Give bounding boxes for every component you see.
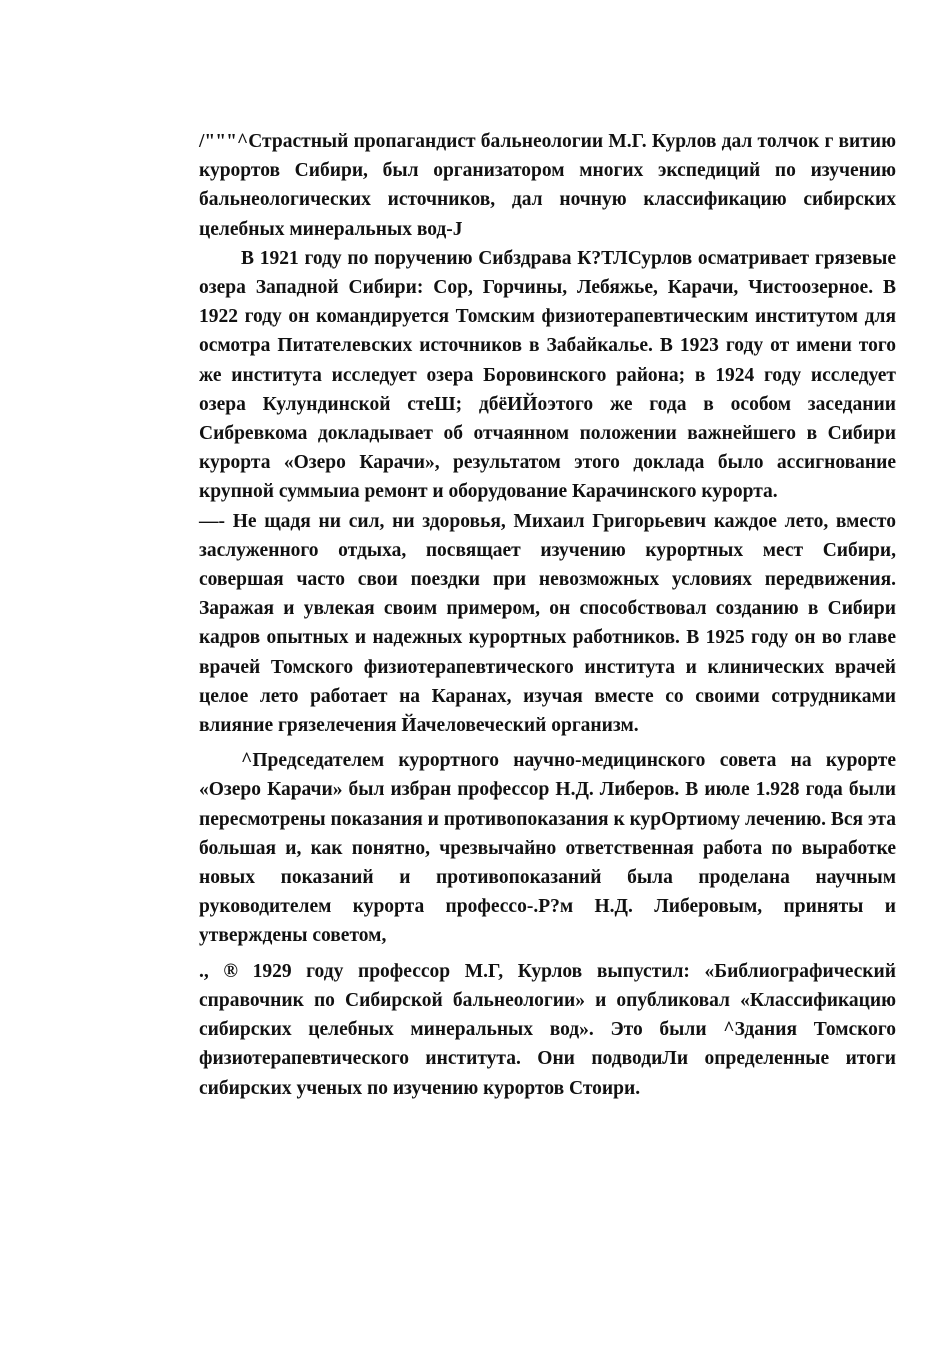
document-body [199, 127, 896, 1103]
paragraph-3: —- Не щадя ни сил, ни здоровья, Михаил Григорьевич каждое лето, вместо заслуженного отдыха, посвящает изучению курортных мест Сибири, совершая часто свои поездки при невозможных условиях передвижения. Заражая и увлекая своим примером, он способствовал созданию в Сибири кадров опытных и надежных курортных работников. В 1925 году он во главе врачей Томского физиотерапевтического института и клинических врачей целое лето работает на Каранах, изучая вместе со своими сотрудниками влияние грязелечения Йачеловеческий организм. [199, 510, 896, 737]
paragraph-5: ., ® 1929 году профессор М.Г, Курлов выпустил: «Библиографический справочник по Сибирской бальнеологии» и опубликовал «Классификацию сибирских целебных минеральных вод». Это были ^Здания Томского физиотерапевтического института. Они подводиЛи определенные итоги сибирских ученых по изучению курортов Стоири. [199, 960, 896, 1099]
paragraph-2: В 1921 году по поручению Сибздрава К?ТЛСурлов осматривает грязевые озера Западной Сибири: Сор, Горчины, Лебяжье, Карачи, Чистоозерное. В 1922 году он командируется Томским физиотерапевтическим институтом для осмотра Питателевских источников в Забайкалье. В 1923 году от имени того же института исследует озера Боровинского района; в 1924 году исследует озера Кулундинской стеШ; дбёИЙоэтого же года в особом заседании Сибревкома докладывает об отчаянном положении важнейшего в Сибири курорта «Озеро Карачи», результатом этого доклада было ассигнование крупной суммыиа ремонт и оборудование Карачинского курорта. [199, 247, 896, 503]
paragraph-4: ^Председателем курортного научно-медицинского совета на курорте «Озеро Карачи» был избран профессор Н.Д. Либеров. В июле 1.928 года были пересмотрены показания и противопоказания к курОртиому лечению. Вся эта большая и, как понятно, чрезвычайно ответственная работа по выработке новых показаний и противопоказаний была проделана научным руководителем курорта профессо-.Р?м Н.Д. Либеровым, приняты и утверждены советом, [199, 750, 896, 947]
paragraph-1: /"""^Страстный пропагандист бальнеологии М.Г. Курлов дал толчок г витию курортов Сибири, был организатором многих экспедиций по изучению бальнеологических источников, дал ночную классификацию сибирских целебных минеральных вод-J [199, 131, 896, 240]
